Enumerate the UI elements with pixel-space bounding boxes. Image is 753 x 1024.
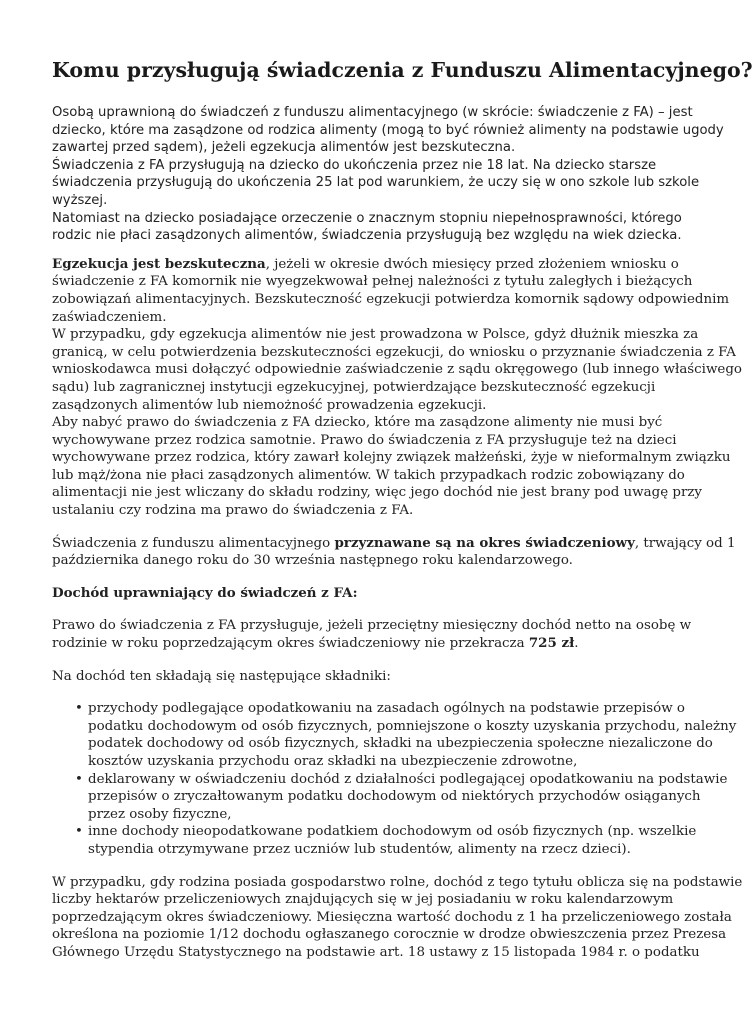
- enforcement-line: alimentacji nie jest wliczany do składu rodziny, więc jego dochód nie jest brany pod uwagę przy: [52, 485, 702, 501]
- bullet-icon: •: [75, 701, 83, 717]
- enforcement-line: świadczenie z FA komornik nie wyegzekwował pełnej należności z tytułu zaległych i bieżących: [52, 274, 693, 290]
- list-item-line: podatku dochodowym od osób fizycznych, pomniejszone o koszty uzyskania przychodu, należny: [88, 718, 737, 734]
- enforcement-line: ustalaniu czy rodzina ma prawo do świadczenia z FA.: [52, 503, 414, 519]
- income-paragraph: [52, 617, 692, 652]
- enforcement-first-line: [52, 256, 677, 274]
- intro-line: Osobą uprawnioną do świadczeń z funduszu alimentacyjnego (w skrócie: świadczenie z FA) – jest: [52, 105, 693, 120]
- list-item-line: podatek dochodowy od osób fizycznych, składki na ubezpieczenia społeczne niezaliczone do: [88, 736, 713, 752]
- intro-line: wyższej.: [52, 192, 108, 208]
- period-bold: przyznawane są na okres świadczeniowy: [334, 534, 635, 551]
- list-item-line: przez osoby fizyczne,: [88, 806, 232, 822]
- enforcement-line: W przypadku, gdy egzekucja alimentów nie jest prowadzona w Polsce, gdyż dłużnik mieszka za: [52, 327, 699, 343]
- list-item-line: stypendia otrzymywane przez uczniów lub studentów, alimenty na rzecz dzieci).: [88, 841, 631, 857]
- list-item: [75, 700, 737, 770]
- list-item: [75, 771, 728, 824]
- farm-line: W przypadku, gdy rodzina posiada gospodarstwo rolne, dochód z tego tytułu oblicza się na podstawie: [52, 874, 743, 890]
- page-title: Komu przysługują świadczenia z Funduszu Alimentacyjnego?: [52, 58, 753, 82]
- income-line-2: [52, 635, 677, 653]
- farm-line: liczby hektarów przeliczeniowych znajdujących się w jej posiadaniu w roku kalendarzowym: [52, 892, 674, 908]
- enforcement-line: granicą, w celu potwierdzenia bezskuteczności egzekucji, do wniosku o przyznanie świadczenia z FA: [52, 344, 736, 360]
- bullet-icon: •: [75, 824, 83, 840]
- period-pre: Świadczenia z funduszu alimentacyjnego: [52, 535, 335, 551]
- income-line-2-pre: rodzinie w roku poprzedzającym okres świadczeniowy nie przekracza: [52, 636, 529, 652]
- enforcement-line: sądu) lub zagranicznej instytucji egzekucyjnej, potwierdzające bezskuteczność egzekucji: [52, 379, 656, 395]
- enforcement-line: wychowywane przez rodzica, który zawarł kolejny związek małżeński, żyje w nieformalnym związku: [52, 450, 731, 466]
- intro-line: rodzic nie płaci zasądzonych alimentów, świadczenia przysługują bez względu na wiek dziecka.: [52, 228, 682, 244]
- components-list: [52, 700, 737, 858]
- farm-line: Głównego Urzędu Statystycznego na podstawie art. 18 ustawy z 15 listopada 1984 r. o podatku: [52, 944, 700, 960]
- income-threshold: 725 zł: [528, 635, 575, 652]
- list-item-line: przepisów o zryczałtowanym podatku dochodowym od niektórych przychodów osiąganych: [88, 789, 701, 805]
- period-post: , trwający od 1: [634, 535, 736, 551]
- list-item-line: kosztów uzyskania przychodu oraz składki na ubezpieczenie zdrowotne,: [88, 754, 578, 769]
- intro-paragraph: [52, 104, 724, 245]
- intro-line: świadczenia przysługują do ukończenia 25 lat pod warunkiem, że uczy się w ono szkole lub szkole: [52, 175, 700, 191]
- income-heading-paragraph: [52, 585, 677, 603]
- enforcement-line: lub mąż/żona nie płaci zasądzonych alimentów. W takich przypadkach rodzic zobowiązany do: [52, 467, 685, 483]
- period-paragraph: [52, 534, 736, 570]
- enforcement-line: zobowiązań alimentacyjnych. Bezskuteczność egzekucji potwierdza komornik sądowy odpowiednim: [52, 291, 730, 307]
- farm-paragraph: [52, 874, 743, 962]
- list-item-line: przychody podlegające opodatkowaniu na zasadach ogólnych na podstawie przepisów o: [88, 701, 685, 717]
- list-item-line: inne dochody nieopodatkowane podatkiem dochodowym od osób fizycznych (np. wszelkie: [88, 824, 697, 840]
- components-intro-line: Na dochód ten składają się następujące składniki:: [52, 668, 391, 684]
- bullet-icon: •: [75, 771, 83, 787]
- farm-line: poprzedzającym okres świadczeniowy. Miesięczna wartość dochodu z 1 ha przeliczeniowego została: [52, 909, 732, 925]
- period-line-2: października danego roku do 30 września następnego roku kalendarzowego.: [52, 553, 573, 569]
- enforcement-line: wnioskodawca musi dołączyć odpowiednie zaświadczenie z sądu okręgowego (lub innego właściwego: [52, 362, 742, 378]
- intro-line: Natomiast na dziecko posiadające orzeczenie o znacznym stopniu niepełnosprawności, którego: [52, 210, 682, 226]
- intro-line: Świadczenia z FA przysługują na dziecko do ukończenia przez nie 18 lat. Na dziecko starsze: [52, 157, 657, 173]
- intro-line: dziecko, które ma zasądzone od rodzica alimenty (mogą to być również alimenty na podstawie ugody: [52, 122, 724, 138]
- intro-line: zawartej przed sądem), jeżeli egzekucja alimentów jest bezskuteczna.: [52, 140, 516, 156]
- enforcement-first-rest: , jeżeli w okresie dwóch miesięcy przed złożeniem wniosku o: [265, 256, 679, 272]
- enforcement-line: zaświadczeniem.: [52, 309, 167, 325]
- enforcement-line: zasądzonych alimentów lub niemożność prowadzenia egzekucji.: [52, 397, 487, 413]
- enforcement-paragraph: [52, 255, 742, 520]
- income-line: Prawo do świadczenia z FA przysługuje, jeżeli przeciętny miesięczny dochód netto na osobę w: [52, 618, 692, 634]
- income-heading: Dochód uprawniający do świadczeń z FA:: [52, 584, 358, 601]
- list-item: [75, 823, 697, 858]
- list-item-line: deklarowany w oświadczeniu dochód z działalności podlegającej opodatkowaniu na podstawie: [88, 771, 728, 787]
- enforcement-term: Egzekucja jest bezskuteczna: [52, 255, 266, 272]
- income-line-2-post: .: [574, 636, 579, 652]
- period-line: [52, 534, 736, 553]
- components-intro: [52, 668, 677, 686]
- farm-line: określona na poziomie 1/12 dochodu ogłaszanego corocznie w drodze obwieszczenia przez Prezesa: [52, 927, 727, 943]
- enforcement-line: Aby nabyć prawo do świadczenia z FA dziecko, które ma zasądzone alimenty nie musi być: [52, 415, 663, 431]
- enforcement-line: wychowywane przez rodzica samotnie. Prawo do świadczenia z FA przysługuje też na dzieci: [52, 432, 677, 448]
